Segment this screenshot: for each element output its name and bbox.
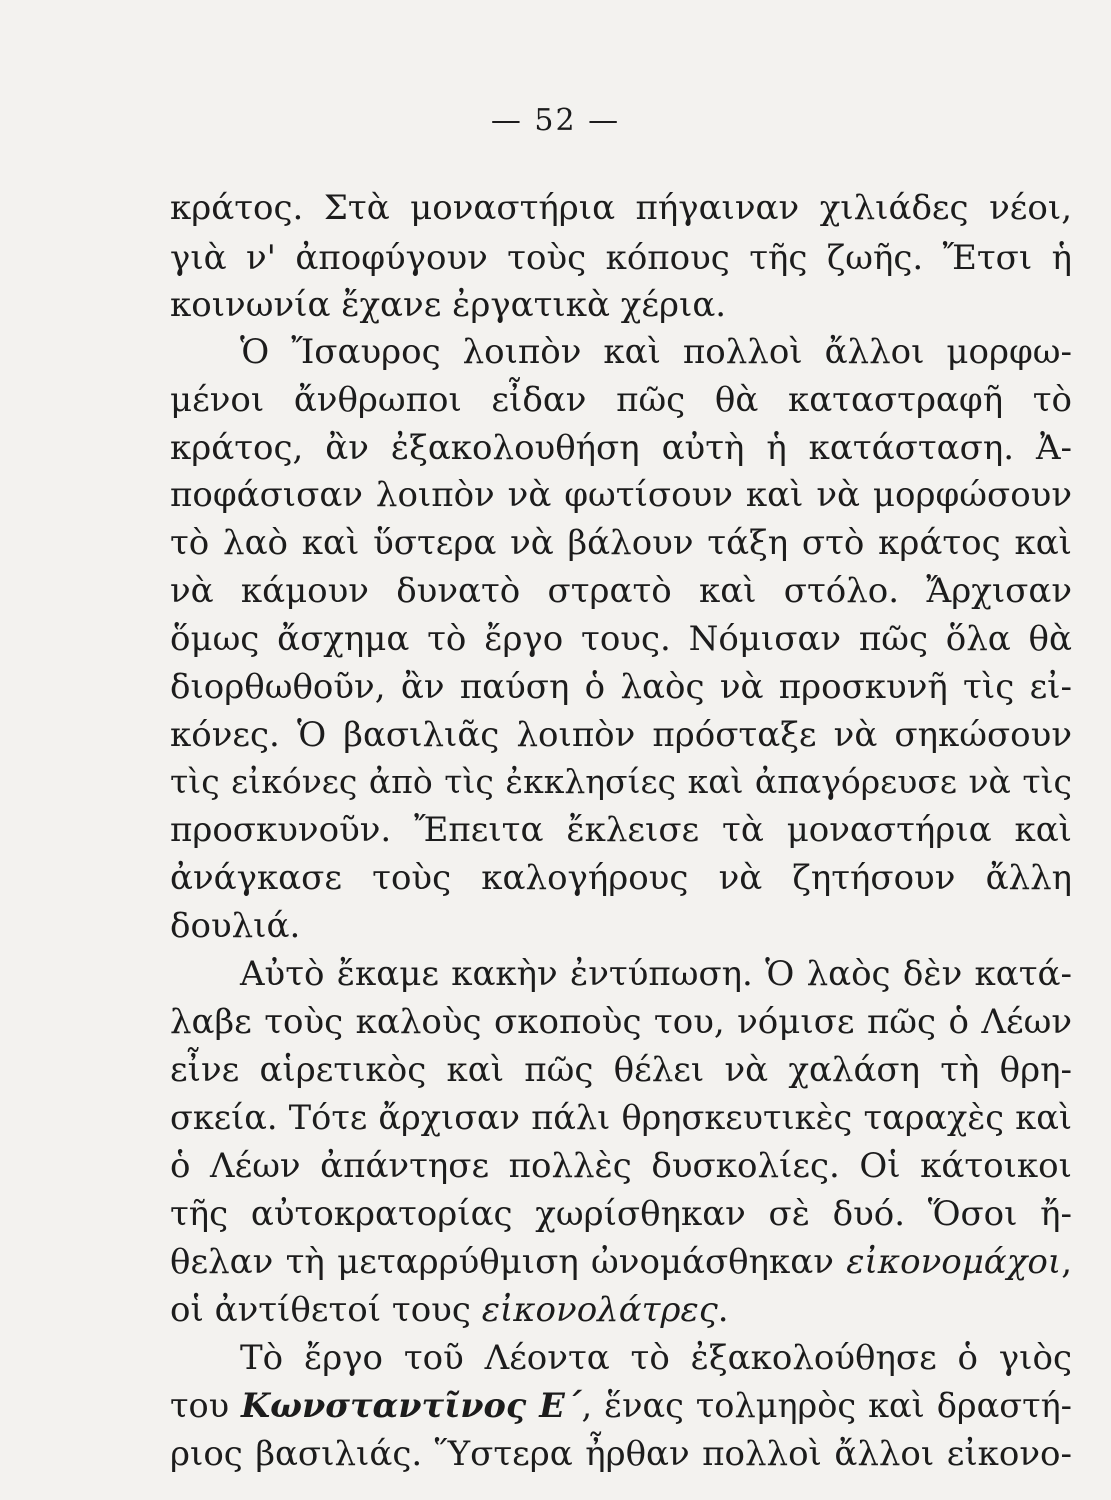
emphasis-term: εἰκονομάχοι [846,1242,1062,1282]
text-line: γιὰ ν' ἀποφύγουν τοὺς κόπους τῆς ζωῆς. Ἔτσι ἡ [170,238,1072,278]
text-line: ὅμως ἄσχημα τὸ ἔργο τους. Νόμισαν πῶς ὅλα θὰ [170,619,1072,659]
text-line: νὰ κάμουν δυνατὸ στρατὸ καὶ στόλο. Ἄρχισαν [170,571,1072,611]
emphasis-term: εἰκονολάτρες [481,1290,718,1330]
text-line: Τὸ ἔργο τοῦ Λέοντα τὸ ἐξακολούθησε ὁ γιὸς [240,1338,1072,1378]
text-line: διορθωθοῦν, ἂν παύση ὁ λαὸς νὰ προσκυνῆ τὶς εἰ- [170,667,1072,707]
page-number: — 52 — [490,103,621,138]
emphasis-name: Κωνσταντῖνος Ε΄ [241,1386,582,1425]
text-line: ὁ Λέων ἀπάντησε πολλὲς δυσκολίες. Οἱ κάτοικοι [170,1146,1072,1186]
text-line: Αὐτὸ ἔκαμε κακὴν ἐντύπωση. Ὁ λαὸς δὲν κατά- [240,954,1072,994]
text-line: κόνες. Ὁ βασιλιᾶς λοιπὸν πρόσταξε νὰ σηκώσουν [170,715,1072,755]
text-line: εἶνε αἱρετικὸς καὶ πῶς θέλει νὰ χαλάση τὴ θρη- [170,1050,1072,1090]
text-line: θελαν τὴ μεταρρύθμιση ὠνομάσθηκαν εἰκονομάχοι, [170,1242,1072,1282]
text-line: ποφάσισαν λοιπὸν νὰ φωτίσουν καὶ νὰ μορφώσουν [170,475,1072,515]
text-line: κράτος, ἂν ἐξακολουθήση αὐτὴ ἡ κατάσταση. Ἀ- [170,428,1072,468]
text-line: λαβε τοὺς καλοὺς σκοποὺς του, νόμισε πῶς ὁ Λέων [170,1002,1072,1042]
text-line: τὸ λαὸ καὶ ὕστερα νὰ βάλουν τάξη στὸ κράτος καὶ [170,523,1072,563]
text-line: ἀνάγκασε τοὺς καλογήρους νὰ ζητήσουν ἄλλη [170,858,1072,898]
text-line: κοινωνία ἔχανε ἐργατικὰ χέρια. [170,285,727,325]
text-line: κράτος. Στὰ μοναστήρια πήγαιναν χιλιάδες νέοι, [170,188,1072,228]
text-line: τῆς αὐτοκρατορίας χωρίσθηκαν σὲ δυό. Ὅσοι ἤ- [170,1194,1072,1234]
text-line: προσκυνοῦν. Ἔπειτα ἔκλεισε τὰ μοναστήρια καὶ [170,810,1072,850]
text-line: του Κωνσταντῖνος Ε΄, ἕνας τολμηρὸς καὶ δραστή- [170,1386,1073,1425]
text-line: μένοι ἄνθρωποι εἶδαν πῶς θὰ καταστραφῆ τὸ [170,380,1072,420]
text-line: δουλιά. [170,906,301,946]
text-line: σκεία. Τότε ἄρχισαν πάλι θρησκευτικὲς ταραχὲς καὶ [170,1098,1072,1137]
text-line: τὶς εἰκόνες ἀπὸ τὶς ἐκκλησίες καὶ ἀπαγόρευσε νὰ τὶς [170,762,1072,801]
text-line: οἱ ἀντίθετοί τους εἰκονολάτρες. [170,1290,729,1330]
text-line: Ὁ Ἴσαυρος λοιπὸν καὶ πολλοὶ ἄλλοι μορφω- [240,332,1072,372]
text-line: ριος βασιλιάς. Ὕστερα ἦρθαν πολλοὶ ἄλλοι εἰκονο- [170,1434,1072,1474]
